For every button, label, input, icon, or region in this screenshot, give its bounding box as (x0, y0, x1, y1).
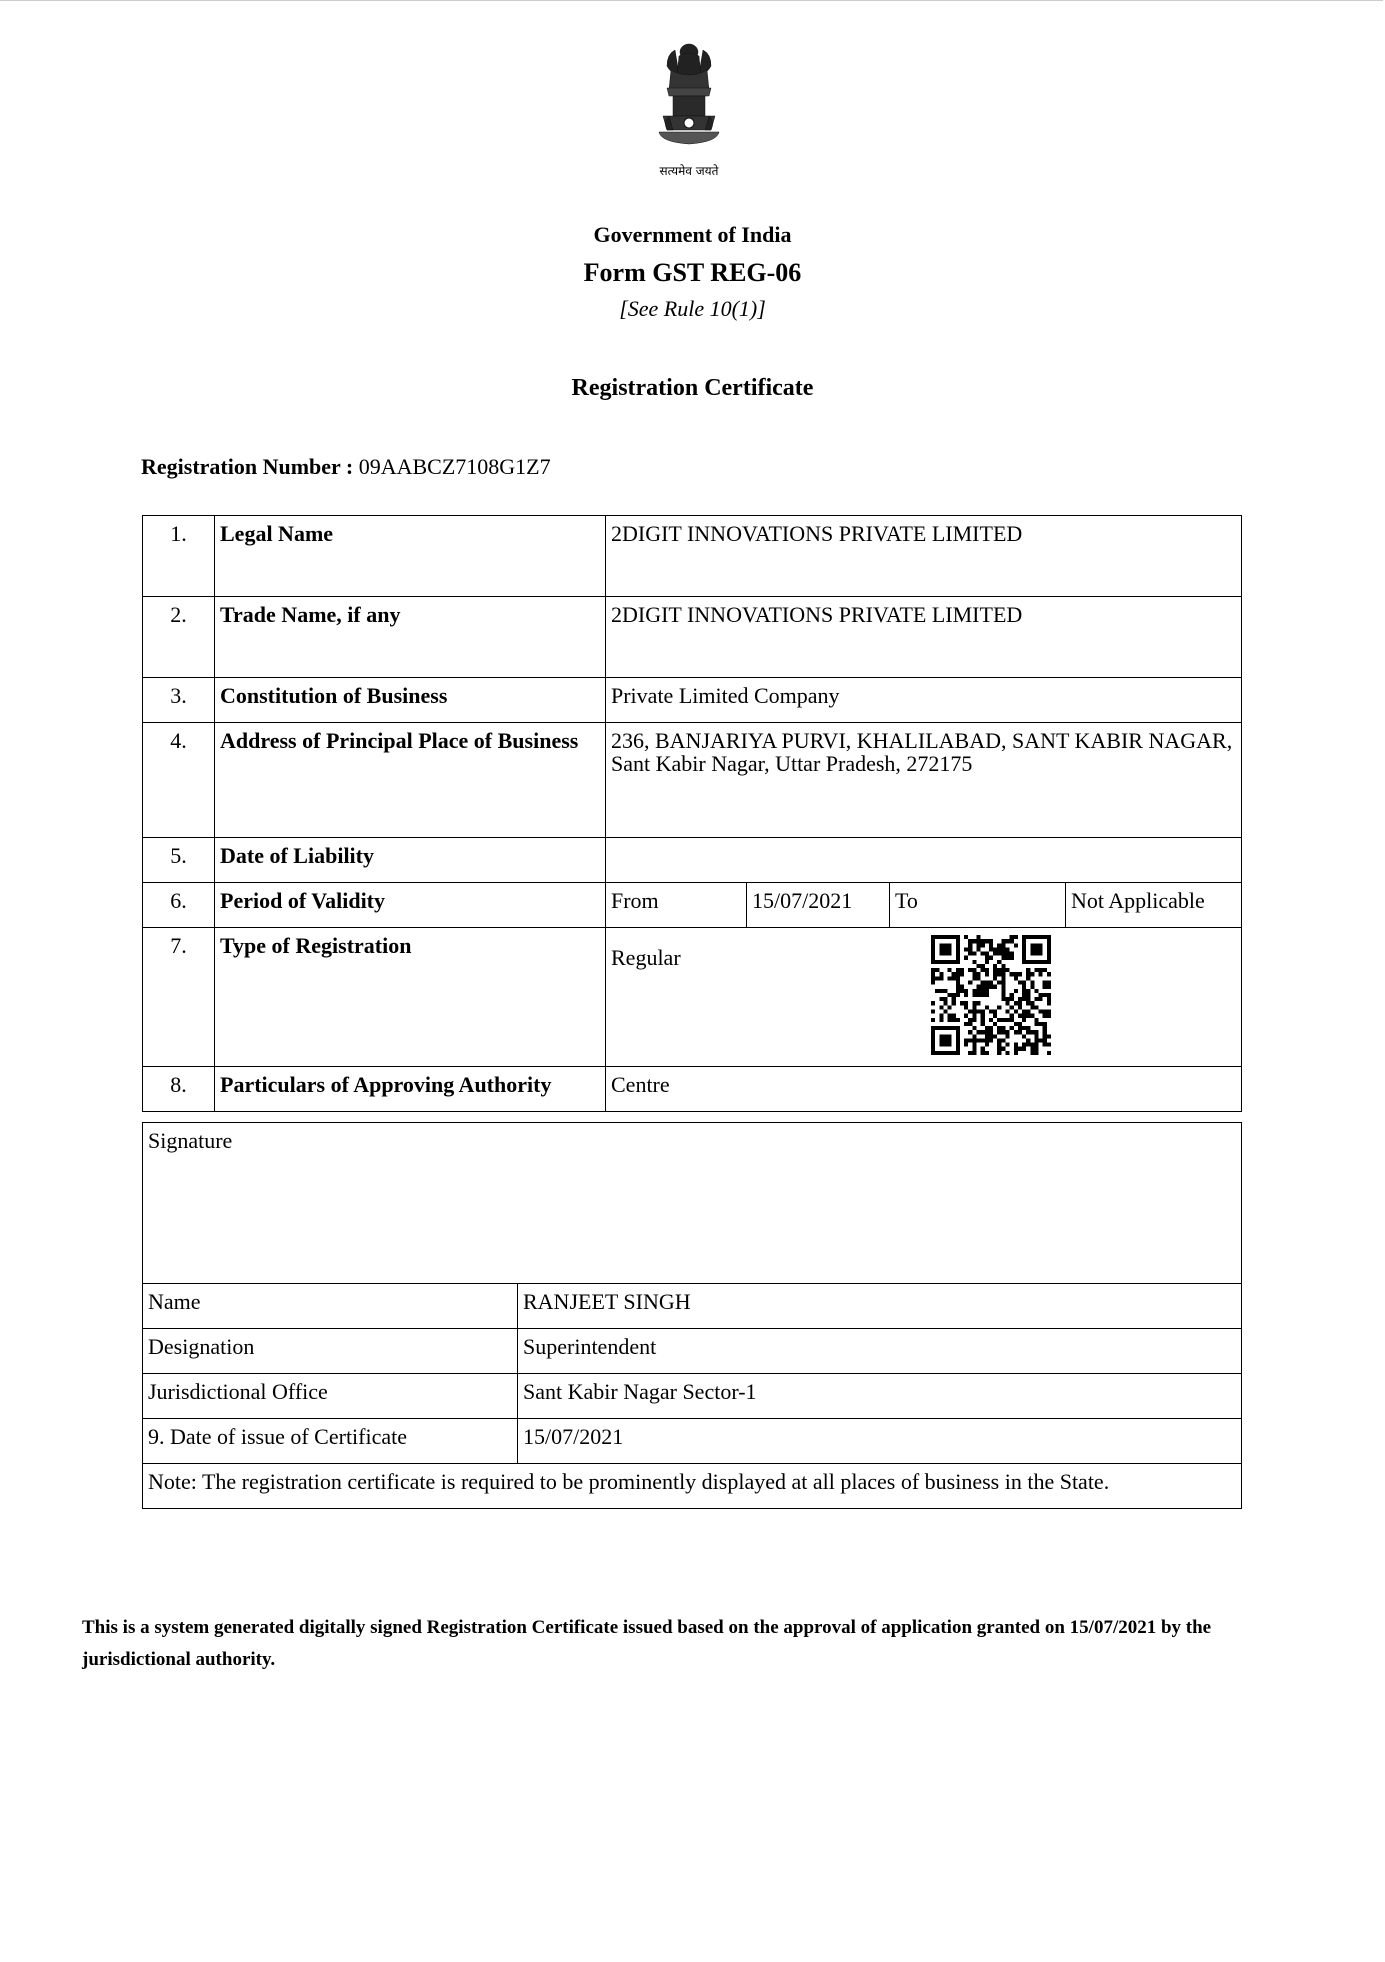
signature-row (143, 1123, 1242, 1284)
table-row (143, 1374, 1242, 1419)
table-row (143, 1464, 1242, 1509)
row-number: 1. (143, 516, 215, 597)
issue-date-label: 9. Date of issue of Certificate (143, 1419, 518, 1464)
legal-name-value: 2DIGIT INNOVATIONS PRIVATE LIMITED (606, 516, 1242, 597)
row-number: 6. (143, 883, 215, 928)
date-of-liability-value (606, 838, 1242, 883)
emblem-motto: सत्यमेव जयते (659, 164, 719, 178)
qr-code-graphic (931, 935, 1051, 1055)
row-label: Particulars of Approving Authority (215, 1067, 606, 1112)
jurisdictional-office-label: Jurisdictional Office (143, 1374, 518, 1419)
name-value: RANJEET SINGH (518, 1284, 1242, 1329)
rule-reference: [See Rule 10(1)] (619, 296, 766, 321)
issue-date-value: 15/07/2021 (518, 1419, 1242, 1464)
designation-label: Designation (143, 1329, 518, 1374)
table-row (143, 516, 1242, 597)
validity-to-label: To (890, 883, 1066, 927)
row-number: 7. (143, 928, 215, 1067)
designation-value: Superintendent (518, 1329, 1242, 1374)
approving-authority-value: Centre (606, 1067, 1242, 1112)
form-heading: Form GST REG-06 (583, 258, 802, 287)
row-number: 4. (143, 723, 215, 838)
row-label: Address of Principal Place of Business (215, 723, 606, 838)
registration-number-value: 09AABCZ7108G1Z7 (358, 454, 551, 479)
row-number: 8. (143, 1067, 215, 1112)
table-row (143, 928, 1242, 1067)
signature-label: Signature (143, 1123, 1242, 1284)
table-row (143, 883, 1242, 928)
row-number: 3. (143, 678, 215, 723)
validity-from-value: 15/07/2021 (747, 883, 890, 927)
row-label: Date of Liability (215, 838, 606, 883)
registration-type-value: Regular (611, 945, 681, 970)
row-label: Period of Validity (215, 883, 606, 928)
certificate-title: Registration Certificate (571, 375, 814, 401)
validity-cell (606, 883, 1242, 928)
system-generated-footer: This is a system generated digitally signed Registration Certificate issued based on the approval of application granted on 15/07/2021 by the jurisdictional authority. (82, 1617, 1212, 1670)
row-label: Constitution of Business (215, 678, 606, 723)
table-row (143, 1067, 1242, 1112)
validity-subtable (606, 883, 1241, 927)
registration-number-line (141, 454, 551, 480)
address-value: 236, BANJARIYA PURVI, KHALILABAD, SANT KABIR NAGAR, Sant Kabir Nagar, Uttar Pradesh, 272175 (606, 723, 1242, 838)
table-row (143, 723, 1242, 838)
signature-table (142, 1122, 1242, 1509)
qr-code-icon (931, 935, 1051, 1055)
row-number: 2. (143, 597, 215, 678)
validity-from-label: From (611, 888, 659, 913)
table-row (143, 1419, 1242, 1464)
government-heading: Government of India (593, 222, 792, 247)
table-row (143, 1284, 1242, 1329)
table-row (143, 678, 1242, 723)
table-row (143, 597, 1242, 678)
row-number: 5. (143, 838, 215, 883)
row-label: Type of Registration (215, 928, 606, 1067)
jurisdictional-office-value: Sant Kabir Nagar Sector-1 (518, 1374, 1242, 1419)
lion-capital-icon (649, 40, 729, 160)
row-label: Legal Name (215, 516, 606, 597)
registration-number-label: Registration Number : (141, 454, 354, 479)
validity-to-value: Not Applicable (1066, 883, 1242, 927)
table-row (143, 838, 1242, 883)
display-note: Note: The registration certificate is required to be prominently displayed at all places of business in the State. (143, 1464, 1242, 1509)
national-emblem (644, 40, 734, 190)
name-label: Name (143, 1284, 518, 1329)
table-row (143, 1329, 1242, 1374)
trade-name-value: 2DIGIT INNOVATIONS PRIVATE LIMITED (606, 597, 1242, 678)
registration-details-table (142, 515, 1242, 1112)
row-label: Trade Name, if any (215, 597, 606, 678)
registration-type-cell (606, 928, 1242, 1067)
constitution-value: Private Limited Company (606, 678, 1242, 723)
